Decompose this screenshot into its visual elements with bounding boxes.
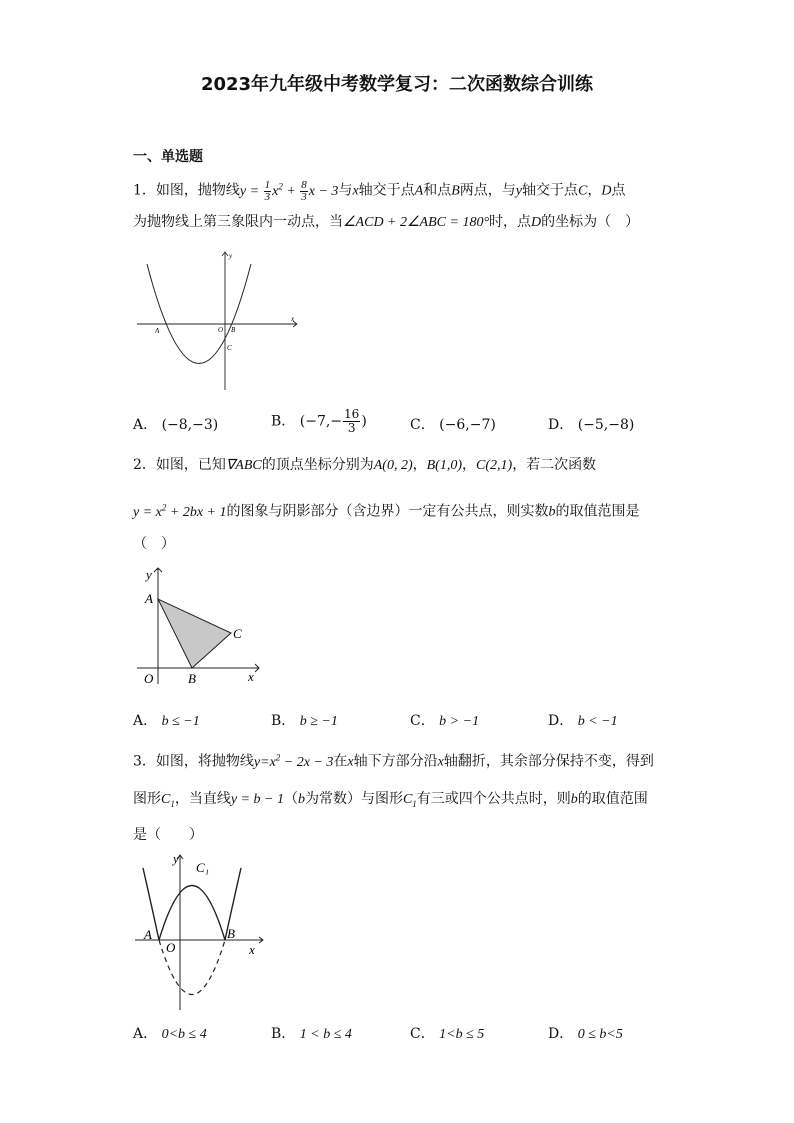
q1-text-b: 与 (338, 182, 353, 199)
q1-text-f: 轴交于点 (522, 182, 578, 199)
q3-option-b[interactable]: B． 1 < b ≤ 4 (271, 1026, 352, 1042)
q2-line3: （ ） (133, 536, 175, 552)
q1-text-h: 点 (611, 182, 626, 199)
q2-option-b[interactable]: B． b ≥ −1 (271, 713, 338, 729)
q1-line2: 为抛物线上第三象限内一动点，当∠ACD + 2∠ABC = 180°时，点D的坐标为（ ） (133, 214, 640, 230)
q1-label-a: A (155, 327, 160, 335)
q1-text-a: 如图，抛物线 (155, 182, 240, 199)
q3-figure (133, 850, 268, 1015)
q1-number: 1． (133, 182, 156, 199)
q2-option-d[interactable]: D． b < −1 (548, 713, 618, 729)
q3-line2: 图形$C_1$，当直线y = b − 1（b为常数）与图形$C_1$有三或四个公共点时，则b的取值范围 (133, 791, 648, 809)
q2-option-c[interactable]: C． b > −1 (410, 713, 480, 729)
q1-figure (135, 248, 305, 398)
q1-option-a[interactable]: A． (−8,−3) (133, 417, 219, 433)
q1-option-c[interactable]: C． (−6,−7) (410, 417, 496, 433)
q1-parabola (147, 264, 251, 364)
q2-label-x: x (248, 669, 254, 684)
q3-number: 3． (133, 753, 156, 770)
q1-label-c: C (227, 344, 232, 352)
q2-label-y: y (146, 567, 152, 582)
q3-label-o: O (166, 940, 176, 955)
q3-flipped-arc (159, 886, 225, 941)
q3-option-c[interactable]: C． 1<b ≤ 5 (410, 1026, 485, 1042)
q2-line1: 2．如图，已知∇ABC的顶点坐标分别为A(0, 2)，B(1,0)，C(2,1)，若二次函数 (133, 457, 597, 473)
q2-number: 2． (133, 457, 156, 473)
q1-text-c: 轴交于点 (358, 182, 415, 199)
q3-label-a: A (144, 927, 152, 942)
q2-label-c: C (233, 626, 242, 641)
q3-label-b: B (227, 926, 235, 941)
page-title: 2023年九年级中考数学复习：二次函数综合训练 (200, 74, 594, 95)
q1-text-e: 两点，与 (459, 182, 516, 199)
q1-equation: y = $\frac{1}{3}$ $x^2$ + $\frac{8}{3}$ x − 3 (239, 178, 339, 203)
q1-text-g: ， (587, 182, 602, 199)
q1-text-2a: 为抛物线上第三象限内一动点，当 (133, 214, 343, 230)
q2-label-b: B (188, 671, 196, 686)
q3-option-a[interactable]: A． 0<b ≤ 4 (133, 1026, 207, 1042)
q3-label-y: y (173, 851, 179, 866)
q3-line1: 3．如图，将抛物线$y=x^2 - 2x - 3$在x轴下方部分沿x轴翻折，其余部分保持不变，得到 (133, 752, 654, 770)
q1-label-y: y (229, 252, 233, 260)
q2-label-o: O (144, 671, 154, 686)
q2-line2: $y = x^2 + 2bx + 1$的图象与阴影部分（含边界）一定有公共点，则实数b的取值范围是 (133, 502, 640, 520)
q1-text-2b: 时，点 (489, 214, 532, 230)
q2-label-a: A (145, 591, 153, 606)
q2-shaded-triangle (158, 599, 231, 668)
q1-label-o: O (218, 326, 224, 334)
q1-line1: 1．如图，抛物线y = $\frac{1}{3}$ $x^2$ + $\frac{8}{3}$ x − 3与x轴交于点A和点B两点，与y轴交于点C，D点 (133, 178, 626, 203)
q2-option-a[interactable]: A． b ≤ −1 (133, 713, 200, 729)
section-heading: 一、单选题 (133, 149, 203, 165)
q1-text-2c: 的坐标为（ ） (541, 214, 640, 230)
q1-text-d: 和点 (423, 182, 452, 199)
q1-option-d[interactable]: D． (−5,−8) (548, 417, 635, 433)
q2-figure (135, 562, 265, 687)
q1-option-b[interactable]: B． (−7,− $\frac{16}{3}$ ) (271, 407, 367, 435)
q3-option-d[interactable]: D． 0 ≤ b<5 (548, 1026, 623, 1042)
q3-line3: 是（ ） (133, 827, 203, 843)
q3-label-c1: C₁ (196, 860, 210, 875)
q1-label-x: x (291, 315, 295, 323)
q3-label-x: x (249, 942, 255, 957)
q1-label-b: B (231, 326, 236, 334)
